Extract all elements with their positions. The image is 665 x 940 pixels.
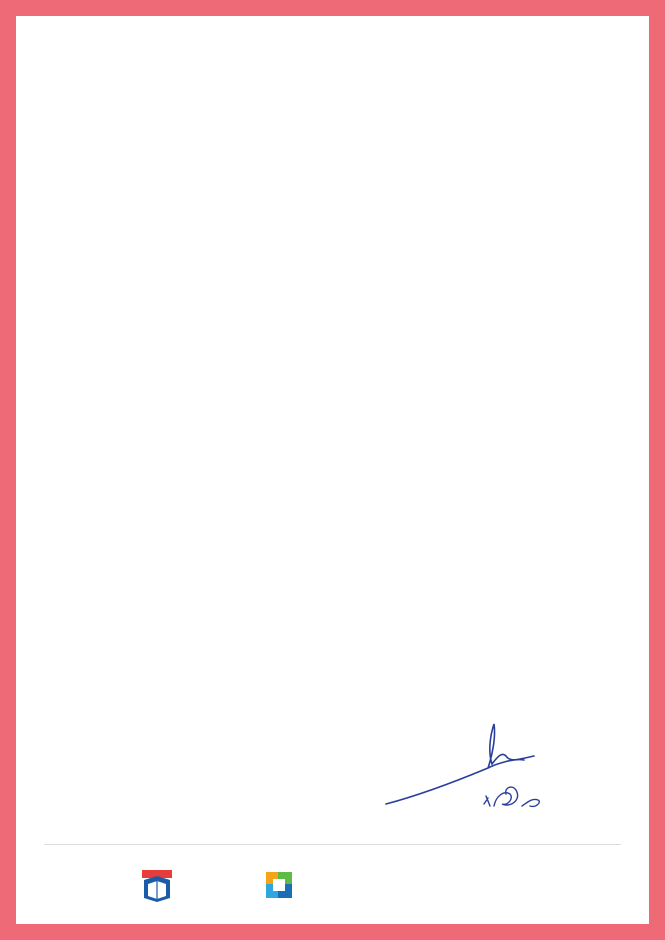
jury-signature xyxy=(476,776,556,816)
olympiad-logo-icon xyxy=(299,24,367,64)
certificate-sheet xyxy=(16,16,649,924)
moscow-education-logo-icon xyxy=(140,868,174,904)
cpm-logo-icon xyxy=(262,868,296,902)
footer-divider xyxy=(44,844,621,845)
plus-pattern xyxy=(16,596,649,680)
